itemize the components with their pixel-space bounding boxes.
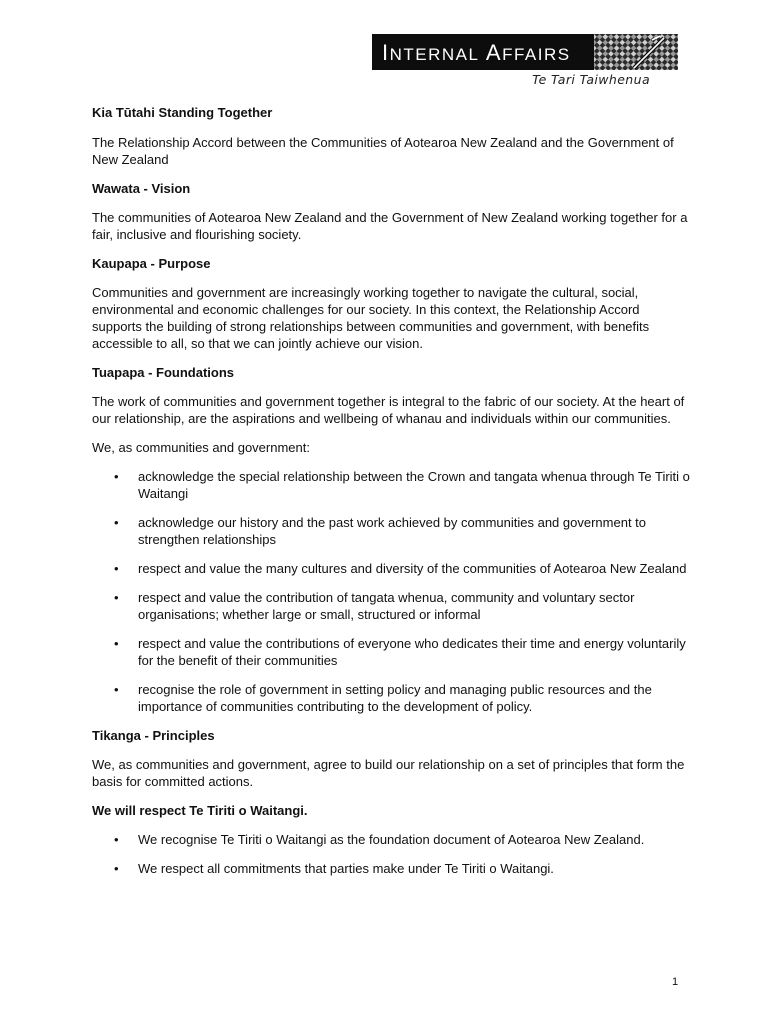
- logo-name: [382, 40, 571, 68]
- foundations-lead: We, as communities and government:: [92, 440, 310, 455]
- principles-text: We, as communities and government, agree to build our relationship on a set of principles that form the basis for committed actions.: [92, 757, 685, 789]
- list-item: [92, 589, 692, 623]
- list-item-text: acknowledge the special relationship between the Crown and tangata whenua through Te Tiriti o Waitangi: [138, 469, 690, 501]
- list-item-text: respect and value the contribution of tangata whenua, community and voluntary sector organisations; whether large or small, structured or informal: [138, 590, 635, 622]
- vision-heading: Wawata - Vision: [92, 181, 191, 196]
- purpose-text: Communities and government are increasingly working together to navigate the cultural, social, environmental and economic challenges for our society. In this context, the Relationship Accord supports the building of strong relationships between communities and government, with benefits accessible to all, so that we can jointly achieve our vision.: [92, 285, 650, 351]
- list-item: [92, 831, 692, 848]
- list-item-text: respect and value the many cultures and diversity of the communities of Aotearoa New Zealand: [138, 561, 687, 576]
- internal-affairs-logo: [372, 34, 678, 90]
- logo-name-initial-1: I: [382, 40, 390, 65]
- foundations-list: [92, 468, 692, 715]
- woven-pattern-icon: [594, 34, 678, 70]
- list-item: [92, 560, 692, 577]
- principles-subheading: We will respect Te Tiriti o Waitangi.: [92, 803, 308, 818]
- document-body: [92, 104, 692, 877]
- list-item-text: respect and value the contributions of everyone who dedicates their time and energy voluntarily for the benefit of their communities: [138, 636, 686, 668]
- document-subtitle: The Relationship Accord between the Communities of Aotearoa New Zealand and the Government of New Zealand: [92, 135, 674, 167]
- list-item-text: We recognise Te Tiriti o Waitangi as the foundation document of Aotearoa New Zealand.: [138, 832, 645, 847]
- logo-name-rest-1: NTERNAL: [389, 45, 480, 64]
- logo-name-initial-2: A: [485, 40, 503, 65]
- bullet-icon: •: [114, 590, 119, 605]
- purpose-heading: Kaupapa - Purpose: [92, 256, 211, 271]
- list-item: [92, 468, 692, 502]
- list-item-text: We respect all commitments that parties make under Te Tiriti o Waitangi.: [138, 861, 554, 876]
- bullet-icon: •: [114, 832, 119, 847]
- list-item: [92, 681, 692, 715]
- bullet-icon: •: [114, 561, 119, 576]
- list-item: [92, 635, 692, 669]
- logo-name-rest-2: FFAIRS: [502, 45, 571, 64]
- list-item: [92, 514, 692, 548]
- bullet-icon: •: [114, 636, 119, 651]
- bullet-icon: •: [114, 469, 119, 484]
- vision-text: The communities of Aotearoa New Zealand and the Government of New Zealand working together for a fair, inclusive and flourishing society.: [92, 210, 688, 242]
- bullet-icon: •: [114, 861, 119, 876]
- document-title: Kia Tūtahi Standing Together: [92, 105, 273, 120]
- bullet-icon: •: [114, 682, 119, 697]
- logo-subtitle: Te Tari Taiwhenua: [532, 72, 650, 87]
- list-item-text: recognise the role of government in setting policy and managing public resources and the importance of communities contributing to the development of policy.: [138, 682, 652, 714]
- list-item-text: acknowledge our history and the past work achieved by communities and government to strengthen relationships: [138, 515, 647, 547]
- page-number: 1: [672, 976, 679, 988]
- principles-heading: Tikanga - Principles: [92, 728, 215, 743]
- bullet-icon: •: [114, 515, 119, 530]
- list-item: [92, 860, 692, 877]
- principles-list: [92, 831, 692, 877]
- logo-bar: [372, 34, 678, 70]
- foundations-heading: Tuapapa - Foundations: [92, 365, 235, 380]
- foundations-text: The work of communities and government together is integral to the fabric of our society. At the heart of our relationship, are the aspirations and wellbeing of whanau and individuals within our communities.: [92, 394, 685, 426]
